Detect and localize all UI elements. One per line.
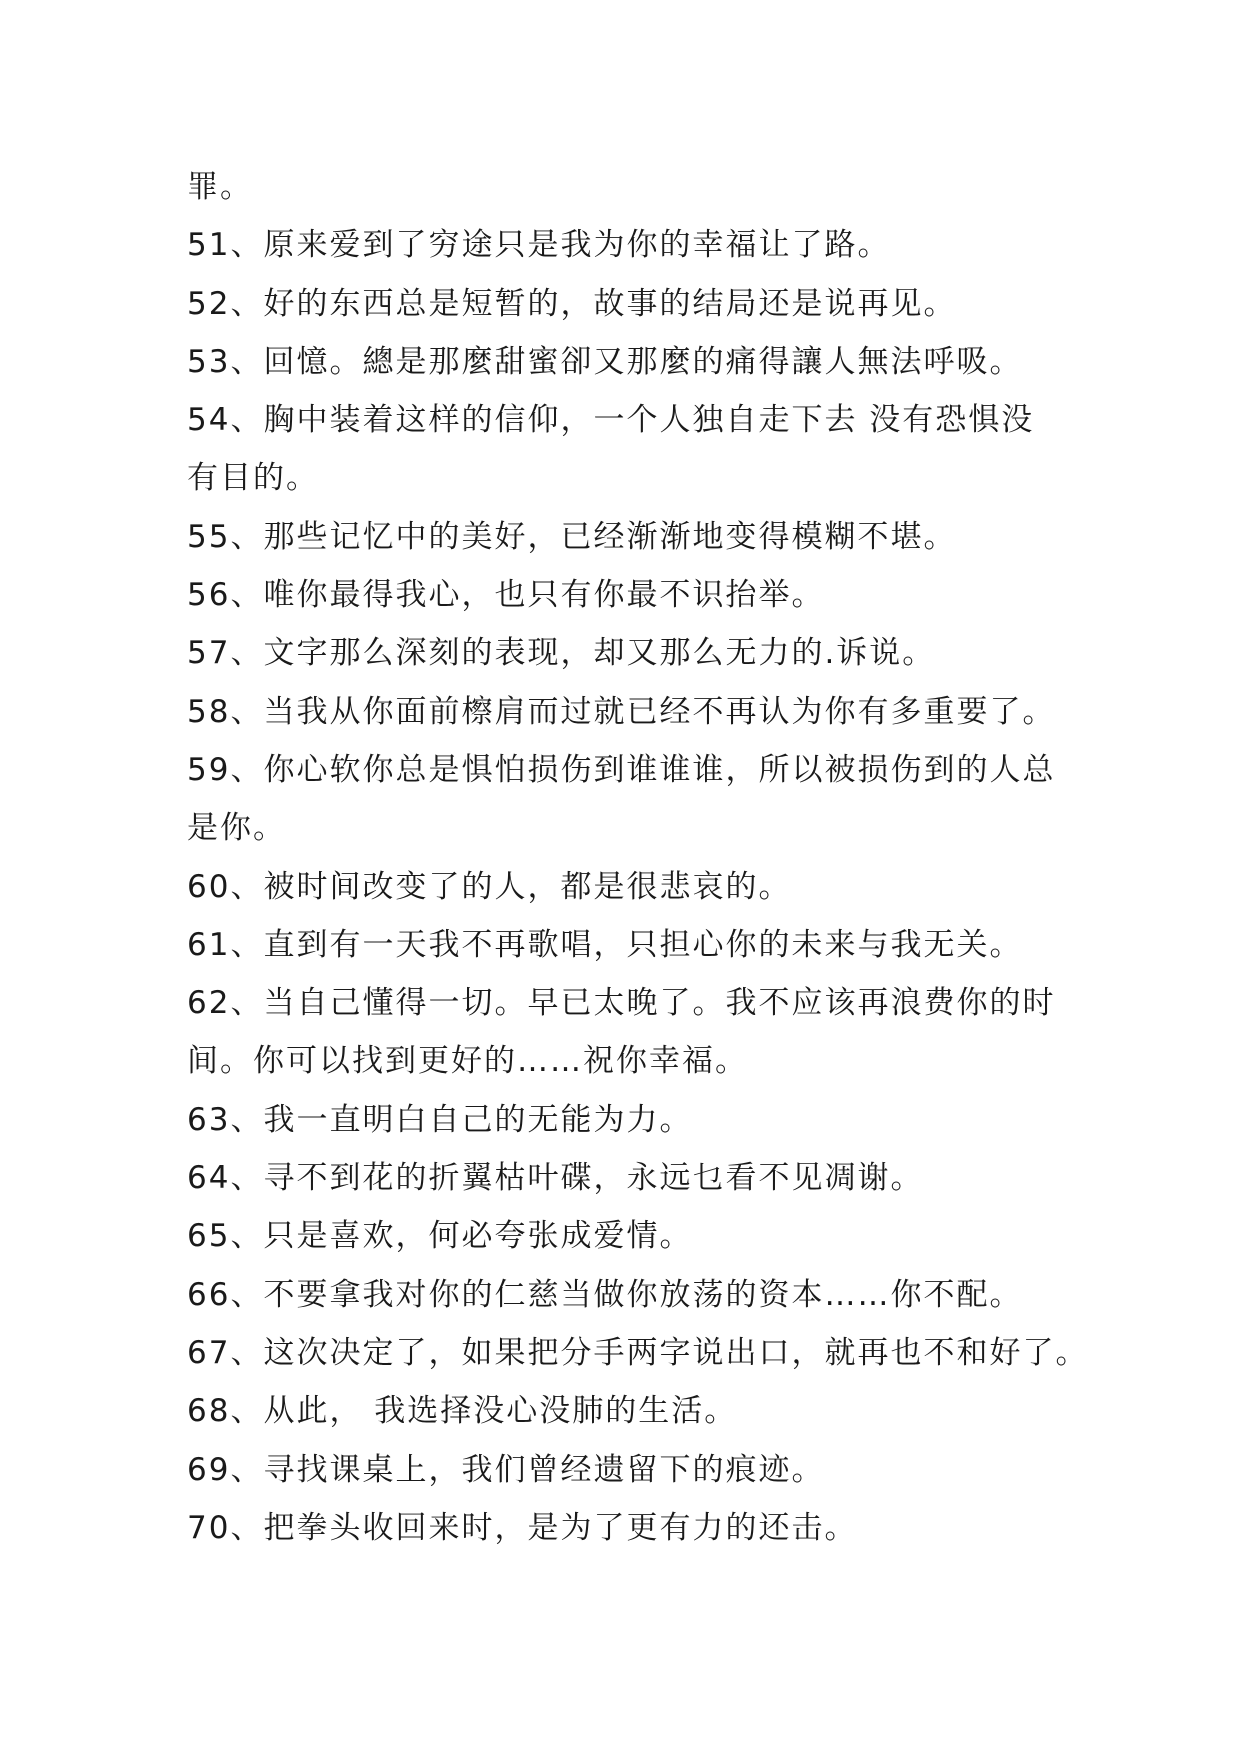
text-line: 60、被时间改变了的人，都是很悲哀的。 bbox=[187, 868, 792, 905]
text-line: 65、只是喜欢，何必夸张成爱情。 bbox=[187, 1218, 693, 1255]
text-line: 68、从此， 我选择没心没肺的生活。 bbox=[187, 1393, 738, 1430]
text-line: 间。你可以找到更好的……祝你幸福。 bbox=[187, 1043, 748, 1080]
text-line: 53、回憶。總是那麼甜蜜卻又那麼的痛得讓人無法呼吸。 bbox=[187, 343, 1023, 380]
text-line: 70、把拳头收回来时，是为了更有力的还击。 bbox=[187, 1509, 858, 1546]
text-body bbox=[187, 158, 1087, 1557]
text-line: 罪。 bbox=[187, 169, 253, 205]
text-line: 58、当我从你面前檫肩而过就已经不再认为你有多重要了。 bbox=[187, 693, 1056, 730]
text-line: 59、你心软你总是惧怕损伤到谁谁谁，所以被损伤到的人总 bbox=[187, 751, 1056, 788]
text-line: 54、胸中装着这样的信仰，一个人独自走下去 没有恐惧没 bbox=[187, 402, 1035, 439]
text-line: 56、唯你最得我心，也只有你最不识抬举。 bbox=[187, 577, 825, 614]
text-line: 52、好的东西总是短暂的，故事的结局还是说再见。 bbox=[187, 285, 957, 322]
text-line: 63、我一直明白自己的无能为力。 bbox=[187, 1101, 693, 1138]
text-line: 61、直到有一天我不再歌唱，只担心你的未来与我无关。 bbox=[187, 926, 1023, 963]
text-line: 55、那些记忆中的美好，已经渐渐地变得模糊不堪。 bbox=[187, 518, 957, 555]
text-line: 57、文字那么深刻的表现，却又那么无力的.诉说。 bbox=[187, 635, 936, 672]
text-line: 有目的。 bbox=[187, 460, 319, 497]
text-line: 62、当自己懂得一切。早已太晚了。我不应该再浪费你的时 bbox=[187, 985, 1056, 1022]
text-line: 是你。 bbox=[187, 810, 286, 847]
text-line: 51、原来爱到了穷途只是我为你的幸福让了路。 bbox=[187, 227, 891, 264]
text-line: 64、寻不到花的折翼枯叶碟，永远乜看不见凋谢。 bbox=[187, 1160, 924, 1197]
text-line: 67、这次决定了，如果把分手两字说出口，就再也不和好了。 bbox=[187, 1334, 1089, 1371]
text-line: 69、寻找课桌上，我们曾经遗留下的痕迹。 bbox=[187, 1451, 825, 1488]
text-line: 66、不要拿我对你的仁慈当做你放荡的资本……你不配。 bbox=[187, 1276, 1023, 1313]
